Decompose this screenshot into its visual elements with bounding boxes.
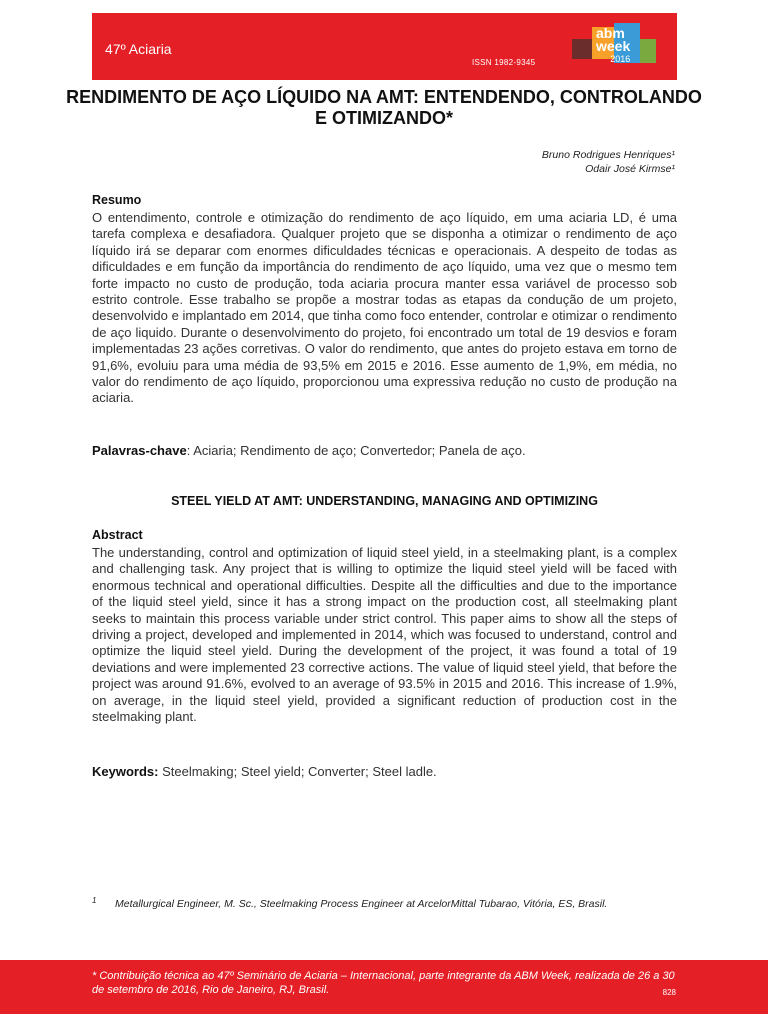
- authors: [542, 148, 675, 176]
- page-number: 828: [662, 988, 676, 997]
- author-2: Odair José Kirmse¹: [585, 163, 675, 175]
- event-name: 47º Aciaria: [105, 41, 172, 57]
- issn-label: ISSN 1982-9345: [472, 58, 536, 67]
- palavras-chave-values: : Aciaria; Rendimento de aço; Convertedor; Panela de aço.: [186, 443, 526, 458]
- abstract-heading: Abstract: [92, 528, 143, 542]
- palavras-chave-label: Palavras-chave: [92, 443, 187, 458]
- palavras-chave: [92, 443, 526, 458]
- footnote-mark: 1: [92, 896, 97, 905]
- keywords-values: Steelmaking; Steel yield; Converter; Steel ladle.: [158, 764, 437, 779]
- keywords: [92, 764, 437, 779]
- english-title: STEEL YIELD AT AMT: UNDERSTANDING, MANAGING AND OPTIMIZING: [171, 494, 598, 508]
- footer-text: * Contribuição técnica ao 47º Seminário de Aciaria – Internacional, parte integrante da ABM Week, realizada de 26 a 30 de setembro de 2016, Rio de Janeiro, RJ, Brasil.: [92, 970, 675, 996]
- author-1: Bruno Rodrigues Henriques¹: [541, 149, 675, 161]
- resumo-text: O entendimento, controle e otimização do rendimento de aço líquido, em uma aciaria LD, é uma tarefa complexa e desafiadora. Qualquer projeto que se disponha a otimizar o rendimento de aço líquido irá se deparar com enormes dificuldades técnicas e operacionais. A despeito de todas as dificuldades e em função da importância do rendimento de aço líquido, uma vez que o mesmo tem forte impacto no custo de produção, toda aciaria procura manter essa variável de processo sob estrito controle. Esse trabalho se propõe a mostrar todas as etapas da condução de um projeto, desenvolvido e implantado em 2014, que tinha como foco entender, controlar e otimizar o rendimento de aço liquido. Durante o desenvolvimento do projeto, foi encontrado um total de 19 desvios e foram implementadas 23 ações corretivas. O valor do rendimento, que antes do projeto estava em torno de 91,6%, evoluiu para uma média de 93,5% em 2015 e 2016. Esse aumento de 1,9%, em média, no valor do rendimento de aço líquido, proporcionou uma expressiva redução no custo de produção na aciaria.: [92, 210, 677, 406]
- keywords-label: Keywords:: [92, 764, 159, 779]
- footnote: [92, 897, 677, 911]
- resumo-heading: Resumo: [92, 193, 142, 207]
- paper-title: RENDIMENTO DE AÇO LÍQUIDO NA AMT: ENTENDENDO, CONTROLANDO E OTIMIZANDO*: [66, 87, 702, 128]
- footnote-text: Metallurgical Engineer, M. Sc., Steelmaking Process Engineer at ArcelorMittal Tubarao, Vitória, ES, Brasil.: [115, 898, 608, 910]
- abstract-text: The understanding, control and optimization of liquid steel yield, in a steelmaking plant, is a complex and challenging task. Any project that is willing to optimize the liquid steel yield will be faced with enormous technical and operational difficulties. Despite all the difficulties and due to the importance of the liquid steel yield, since it has a strong impact on the production cost, all steelmaking plant seeks to maintain this process variable under strict control. This paper aims to show all the steps of driving a project, developed and implemented in 2014, which was focused to understand, control and optimize the liquid steel yield. During the development of the project, it was found a total of 19 deviations and were implemented 23 corrective actions. The value of liquid steel yield, that before the project was around 91.6%, evolved to an average of 93.5% in 2015 and 2016. This increase of 1.9%, on average, in the liquid steel yield, provided a significant reduction of production cost in the steelmaking plant.: [92, 545, 677, 725]
- footer-banner: [0, 960, 768, 1014]
- header-banner: [92, 13, 677, 80]
- abm-week-logo: abm week 2016: [572, 23, 662, 73]
